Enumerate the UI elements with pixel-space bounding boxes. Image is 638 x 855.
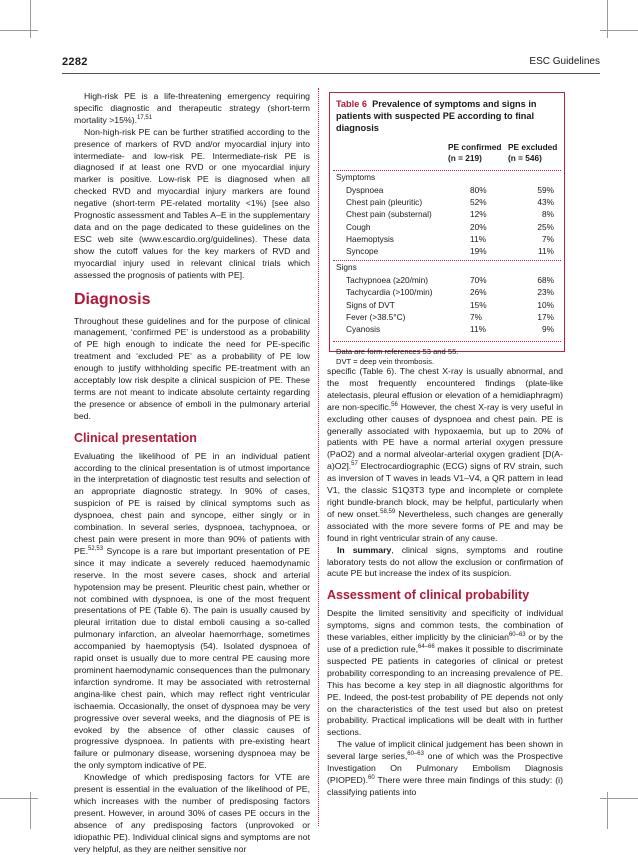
cell-excluded: 68% — [537, 275, 554, 286]
table-row — [330, 233, 564, 245]
row-label: Tachycardia (>100/min) — [346, 287, 433, 298]
cell-excluded: 11% — [538, 245, 554, 256]
cell-confirmed: 80% — [470, 185, 487, 195]
section-heading-clinical-presentation: Clinical presentation — [74, 430, 197, 445]
section-heading-assessment: Assessment of clinical probability — [327, 588, 530, 603]
cell-excluded: 7% — [542, 233, 554, 244]
cell-excluded: 17% — [537, 311, 554, 322]
row-label: Tachypnoea (≥20/min) — [346, 275, 429, 286]
table-row — [330, 274, 564, 286]
left-column — [74, 91, 310, 855]
citation: 56 — [391, 401, 398, 408]
table-row — [330, 286, 564, 298]
row-label: Signs of DVT — [346, 299, 395, 310]
paragraph — [327, 739, 563, 799]
paragraph-text: The value of implicit clinical judgement has been shown in several large series, — [327, 739, 563, 762]
page-number: 2282 — [62, 56, 88, 68]
cell-confirmed: 52% — [470, 197, 487, 208]
cell-confirmed: 11% — [470, 323, 486, 334]
cell-excluded: 23% — [537, 287, 554, 298]
symptom-rows — [330, 184, 564, 257]
crop-mark — [0, 798, 38, 799]
paragraph-text: Evaluating the likelihood of PE in an individual patient according to the clinical presentation is of utmost importance in the interpretation of diagnostic test results and selection of an appropriate diagnostic strategy. In 90% of cases, suspicion of PE is raised by clinical symptoms such as dyspnoea, chest pain and syncope, either singly or in combination. In several series, dyspnoea, tachypnoea, or chest pain were present in more than 90% of patients with PE. — [74, 450, 310, 556]
paragraph-text: specific (Table 6). The chest X-ray is usually abnormal, and the most frequently encountered findings (plate-like atelectasis, pleural effusion or elevation of a hemidiaphragm) are non-specific. — [327, 366, 563, 412]
row-label: Chest pain (pleuritic) — [346, 197, 423, 208]
paragraph-text: Electrocardiographic (ECG) signs of RV strain, such as inversion of T waves in leads V1–V4, a QR pattern in lead V1, the classic S1Q3T3 type and incomplete or complete right bundle-branch block, may be helpful, particularly when of new onset. — [327, 461, 563, 519]
cell-excluded: 9% — [542, 323, 554, 334]
paragraph — [327, 545, 563, 581]
paragraph-text: Syncope is a rare but important presentation of PE since it may indicate a severely reduced haemodynamic reserve. In the most severe cases, shock and arterial hypotension may be present. Pleuritic chest pain, whether or not combined with dyspnoea, is one of the most frequent presentations of PE (Table 6). The pain is usually caused by pleural irritation due to distal emboli causing a so-called pulmonary infarction, an alveolar haemorrhage, sometimes accompanied by haemoptysis (54). Isolated dyspnoea of rapid onset is usually due to more central PE causing more prominent haemodynamic consequences than the pulmonary infarction syndrome. It may be associated with retrosternal angina-like chest pain, which may reflect right ventricular ischaemia. Occasionally, the onset of dyspnoea may be very progressive over several weeks, and the diagnosis of PE is evoked by the absence of other classic causes of progressive dyspnoea. In patients with pre-existing heart failure or pulmonary disease, worsening dyspnoea may be the only symptom indicative of PE. — [74, 545, 310, 771]
table-section-signs: Signs — [336, 262, 357, 273]
cell-confirmed: 19% — [470, 245, 487, 256]
row-label: Haemoptysis — [346, 233, 394, 244]
table-title: Prevalence of symptoms and signs in patients with suspected PE according to final diagnosis — [336, 99, 537, 133]
paragraph-text: , clinical signs, symptoms and routine laboratory tests do not allow the exclusion or confirmation of acute PE but increase the index of its suspicion. — [327, 544, 564, 579]
cell-confirmed: 11% — [470, 233, 486, 244]
cell-confirmed: 7% — [470, 311, 482, 322]
crop-mark — [30, 792, 31, 829]
table-row — [330, 196, 564, 208]
cell-excluded: 25% — [537, 221, 554, 232]
paragraph-text: High-risk PE is a life-threatening emergency requiring specific diagnostic and therapeutic strategy (short-term mortality >15%). — [74, 91, 310, 125]
journal-title: ESC Guidelines — [529, 56, 600, 67]
crop-mark — [30, 0, 31, 38]
paragraph-text: There were three main findings of this study: (i) classifying patients into — [327, 775, 563, 797]
paragraph-text: Despite the limited sensitivity and specificity of individual symptoms, signs and common tests, the combination of these variables, either implicitly by the clinician — [327, 608, 563, 643]
column-header-excluded-n: (n = 546) — [508, 153, 542, 163]
column-header-excluded: PE excluded — [508, 142, 558, 152]
column-header-confirmed-n: (n = 219) — [448, 153, 482, 163]
right-column — [327, 366, 563, 799]
paragraph — [327, 366, 563, 545]
paragraph — [74, 451, 310, 772]
table-row — [330, 299, 564, 311]
table-header — [330, 140, 564, 170]
citation: 60–63 — [508, 632, 526, 639]
row-label: Cough — [346, 221, 371, 232]
table-caption — [330, 93, 564, 134]
cell-confirmed: 20% — [470, 221, 487, 232]
citation: 57 — [351, 461, 358, 468]
row-label: Chest pain (substernal) — [346, 209, 432, 220]
citation: 52,53 — [88, 546, 104, 553]
column-divider — [318, 88, 319, 826]
crop-mark — [600, 30, 638, 31]
section-heading-diagnosis: Diagnosis — [74, 290, 151, 308]
paragraph-text: makes it possible to discriminate suspected PE patients in categories of clinical or pretest probability corresponding to an increasing prevalence of PE. This has become a key step in all diagnostic algorithms for PE. Indeed, the post-test probability of PE depends not only on the characteristics of the test used but also on pretest probability. Practical implications will be dealt with in further sections. — [327, 644, 564, 738]
cell-confirmed: 12% — [470, 209, 487, 220]
column-header-confirmed: PE confirmed — [448, 142, 502, 152]
crop-mark — [600, 798, 638, 799]
citation: 58,59 — [380, 508, 396, 515]
table-row — [330, 245, 564, 257]
cell-excluded: 8% — [542, 209, 554, 220]
paragraph — [327, 608, 563, 739]
crop-mark — [607, 792, 608, 829]
table-row — [330, 311, 564, 323]
citation: 60–63 — [407, 751, 424, 758]
table-label: Table 6 — [336, 99, 367, 109]
cell-excluded: 59% — [537, 185, 554, 195]
cell-confirmed: 15% — [470, 299, 487, 310]
table-row — [330, 208, 564, 220]
table-footnote: Data are form references 53 and 55. — [336, 347, 459, 357]
table-row — [330, 323, 564, 335]
paragraph: Throughout these guidelines and for the purpose of clinical management, ‘confirmed PE’ is understood as a probability of PE high enough to indicate the need for PE-specific treatment and ‘excluded PE’ as a probability of PE low enough to justify withholding specific PE-treatment with an acceptably low risk despite a clinical suspicion of PE. These terms are not meant to indicate absolute certainty regarding the presence or absence of emboli in the pulmonary arterial bed. — [74, 315, 310, 421]
paragraph: Knowledge of which predisposing factors for VTE are present is essential in the evaluation of the likelihood of PE, which increases with the number of predisposing factors present. However, in around 30% of cases PE occurs in the absence of any predisposing factors (unprovoked or idiopathic PE). Individual clinical signs and symptoms are not very helpful, as they are neither sensitive nor — [74, 772, 310, 854]
header-rule — [62, 73, 600, 74]
citation: 64–66 — [418, 644, 435, 651]
table-section-symptoms: Symptoms — [336, 172, 376, 182]
cell-excluded: 43% — [537, 197, 554, 208]
paragraph — [74, 91, 310, 127]
table-row — [330, 184, 564, 196]
table-6 — [329, 92, 565, 367]
paragraph: Non-high-risk PE can be further stratified according to the presence of markers of RVD and/or myocardial injury into intermediate- and low-risk PE. Intermediate-risk PE is diagnosed if at least one RVD or one myocardial injury marker is positive. Low-risk PE is diagnosed when all checked RVD and myocardial injury markers are found negative (short-term PE-related mortality <1%) [see also Prognostic assessment and Tables A–E in the supplementary data and on the page dedicated to these guidelines on the ESC web site (www.escardio.org/guidelines). These data show the cutoff values for the key markers of RVD and myocardial injury used in relevant clinical trials which assessed the prognosis of patients with PE]. — [74, 126, 310, 280]
row-label: Fever (>38.5°C) — [346, 311, 406, 322]
table-row — [330, 221, 564, 233]
row-label: Cyanosis — [346, 323, 381, 334]
cell-confirmed: 70% — [470, 275, 487, 286]
paragraph-text: one of which was the Prospective Investigation On Pulmonary Embolism Diagnosis (PIOPED). — [327, 751, 563, 785]
crop-mark — [607, 0, 608, 38]
paragraph-text: Nevertheless, such changes are generally associated with the more severe forms of PE and may be found in right ventricular strain of any cause. — [327, 508, 563, 543]
cell-excluded: 10% — [537, 299, 554, 310]
row-label: Syncope — [346, 245, 379, 256]
summary-lead: In summary — [337, 544, 392, 555]
citation: 60 — [368, 775, 375, 782]
sign-rows — [330, 274, 564, 335]
crop-mark — [0, 30, 38, 31]
paragraph-text: or by the use of a prediction rule, — [327, 632, 563, 655]
cell-confirmed: 26% — [470, 287, 487, 298]
table-footnote: DVT = deep vein thrombosis. — [336, 357, 434, 367]
paragraph-text: However, the chest X-ray is very useful in excluding other causes of dyspnoea and chest pain. PE is generally associated with hypoxaemia, but up to 20% of patients with PE have a normal arterial oxygen pressure (PaO2) and a normal alveolar-arterial oxygen gradient [D(A-a)O2]. — [327, 401, 563, 472]
citation: 17,51 — [137, 114, 153, 121]
row-label: Dyspnoea — [346, 185, 384, 195]
